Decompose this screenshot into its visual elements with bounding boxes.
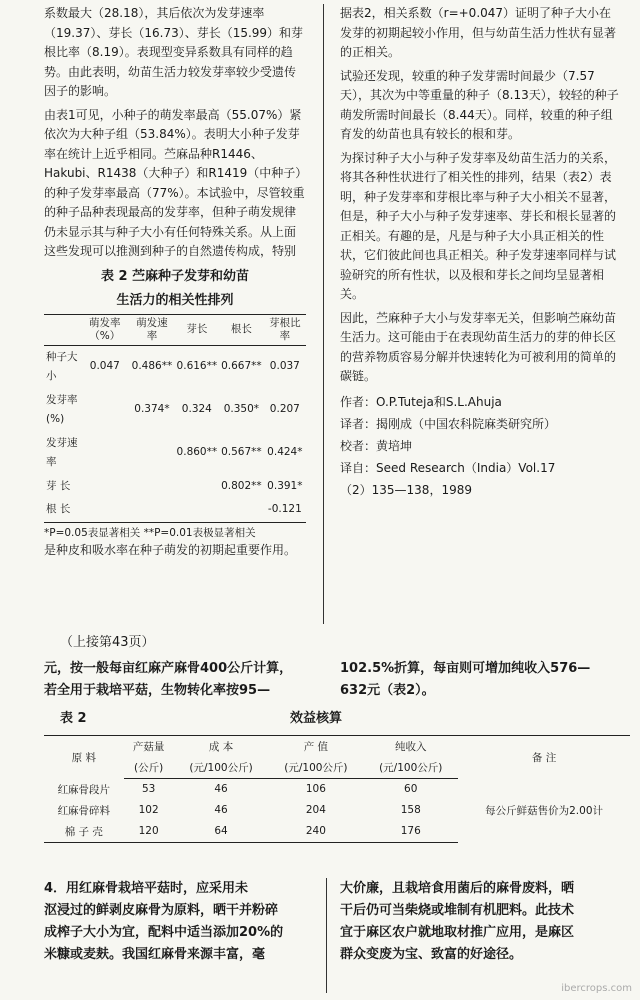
column-header: 纯收入 xyxy=(394,741,427,753)
table-cell: 发芽率(%) xyxy=(46,393,78,425)
table-cell xyxy=(175,498,220,522)
table-cell: 60 xyxy=(404,783,418,796)
table-cell xyxy=(175,475,220,499)
table-label: 表 2 xyxy=(60,711,87,726)
table-cell: 204 xyxy=(305,804,326,816)
table-cell: 0.391* xyxy=(267,479,303,492)
table-cell xyxy=(219,498,264,522)
text-line: 沤浸过的鲜剥皮麻骨为原料，晒干并粉碎 xyxy=(44,903,279,918)
text-line: 成榨子大小为宜，配料中适当添加20%的 xyxy=(44,925,284,940)
table-cell: 0.374* xyxy=(134,403,170,416)
text-line: 4．用红麻骨栽培平菇时，应采用未 xyxy=(44,881,249,896)
text-line: 102.5%折算，每亩则可增加纯收入576— xyxy=(340,661,591,676)
table-cell xyxy=(129,432,174,475)
table-cell: 0.424* xyxy=(267,446,303,459)
table-cell: 120 xyxy=(124,821,174,843)
unit-header: (元/100公斤) xyxy=(174,757,269,779)
text-line: 宜于麻区农户就地取材推广应用，是麻区 xyxy=(340,925,575,940)
table-cell: 红麻骨碎料 xyxy=(57,804,111,817)
left-column xyxy=(44,4,306,564)
table-cell: -0.121 xyxy=(267,503,302,515)
right-column xyxy=(340,4,620,501)
table-title: 表 2 苎麻种子发芽和幼苗 xyxy=(100,268,250,284)
column-header: 萌发速率 xyxy=(129,314,174,345)
table-row xyxy=(44,432,306,475)
text-line: 632元（表2）。 xyxy=(340,683,435,698)
table-cell: 0.037 xyxy=(269,360,300,373)
column-divider xyxy=(326,878,327,993)
column-header: 原 料 xyxy=(71,751,96,764)
table-cell xyxy=(80,389,129,432)
translator-line: 译者：揭刚成（中国农科院麻类研究所） xyxy=(340,416,557,431)
table-cell: 64 xyxy=(174,821,269,843)
table-row xyxy=(44,345,306,389)
column-divider xyxy=(323,4,324,624)
body-paragraph: 由表1可见，小种子的萌发率最高（55.07%）紧依次为大种子组（53.84%）。表明大小种子发芽率在统计上近乎相同。苎麻品种R1446、Hakubi、R1438（大种子）和R1419（中种子）的种子发芽率最高（77%）。本试验中，尽管较重的种子品种表现最高的发芽率，但种子萌发规律仍未显示其与种子大小有任何特殊关系。从上面这些发现可以推测到种子的自然遗传构成，特别 xyxy=(44,107,305,258)
continued-right xyxy=(340,658,630,702)
author-line: 作者：O.P.Tuteja和S.L.Ahuja xyxy=(340,394,502,409)
unit-header: (元/100公斤) xyxy=(268,757,363,779)
remark-cell: 每公斤鲜菇售价为2.00计 xyxy=(485,804,604,817)
watermark: ibercrops.com xyxy=(561,983,632,994)
table-cell: 种子大小 xyxy=(46,350,78,382)
column-header: 产 值 xyxy=(303,741,329,753)
table-note: *P=0.05表显著相关 **P=0.01表极显著相关 xyxy=(44,522,306,541)
table-cell: 46 xyxy=(214,783,228,796)
continued-label: （上接第43页） xyxy=(60,635,155,650)
table-cell: 158 xyxy=(400,804,421,816)
table-cell: 102 xyxy=(138,804,159,816)
body-paragraph: 为探讨种子大小与种子发芽率及幼苗生活力的关系，将其各种性状进行了相关性的排列，结果（表2）表明，种子发芽率和芽根比率与种子大小相关不显著，但是，种子大小与种子发芽速率、芽长和根长显著的正相关。有趣的是，凡是与种子大小具正相关的性状，它们彼此间也具正相关。种子发芽速率同样与试验研究的所有性状，以及根和芽长之间均呈显著相关。 xyxy=(340,150,617,301)
body-paragraph: 系数最大（28.18），其后依次为发芽速率（19.37）、芽长（16.73）、芽长（15.99）和芽根比率（8.19）。表现型变异系数具有同样的趋势。由此表明，幼苗生活力较发芽率较少受遗传因子的影响。 xyxy=(44,6,304,98)
benefit-table xyxy=(44,735,630,843)
table-cell: 0.616** xyxy=(176,360,218,373)
column-header: 萌发率（%） xyxy=(80,314,129,345)
bottom-right-text xyxy=(340,878,630,966)
table-cell: 红麻骨段片 xyxy=(57,783,111,796)
text-line: 元，按一般每亩红麻产麻骨400公斤计算， xyxy=(44,661,293,676)
table-cell xyxy=(80,432,129,475)
body-paragraph: 试验还发现，较重的种子发芽需时间最少（7.57天），其次为中等重量的种子（8.13天），较轻的种子萌发所需时间最长（8.44天）。同样，较重的种子组育发的幼苗也具有较长的根和芽。 xyxy=(340,68,619,141)
proofreader-line: 校者：黄培坤 xyxy=(340,438,413,453)
unit-header: (公斤) xyxy=(124,757,174,779)
column-header: 根长 xyxy=(219,314,264,345)
column-header: 芽长 xyxy=(175,314,220,345)
table-cell: 0.350* xyxy=(223,403,260,416)
table-subtitle: 生活力的相关性排列 xyxy=(116,292,234,308)
body-paragraph: 因此，苎麻种子大小与发芽率无关，但影响苎麻幼苗生活力。这可能由于在表现幼苗生活力的芽的伸长区的营养物质容易分解并快速转化为可被利用的简单的碳链。 xyxy=(340,310,617,383)
body-paragraph: 是种皮和吸水率在种子萌发的初期起重要作用。 xyxy=(44,542,297,557)
table-cell: 0.860** xyxy=(176,446,218,459)
text-line: 若全用于栽培平菇，生物转化率按95— xyxy=(44,683,271,698)
column-header: 芽根比率 xyxy=(264,314,306,345)
text-line: 干后仍可当柴烧或堆制有机肥料。此技术 xyxy=(340,903,575,918)
table-cell: 棉 子 壳 xyxy=(44,821,124,843)
bottom-left-text xyxy=(44,878,324,966)
table-cell: 240 xyxy=(268,821,363,843)
source-line: （2）135—138，1989 xyxy=(340,482,472,497)
correlation-table xyxy=(44,314,306,522)
table-cell xyxy=(80,475,129,499)
text-line: 群众变废为宝、致富的好途径。 xyxy=(340,947,523,962)
continued-left xyxy=(44,658,314,702)
table-cell: 0.567** xyxy=(221,446,262,459)
table-cell: 0.802** xyxy=(221,479,262,492)
text-line: 大价廉，且栽培食用菌后的麻骨废料，晒 xyxy=(340,881,575,896)
table-cell: 106 xyxy=(305,783,326,796)
table-cell: 176 xyxy=(363,821,458,843)
source-line: 译自：Seed Research（India）Vol.17 xyxy=(340,460,556,475)
column-header xyxy=(44,314,80,345)
table-cell: 0.667** xyxy=(221,360,262,373)
table-cell: 0.207 xyxy=(269,403,300,416)
table-title: 效益核算 xyxy=(290,711,343,726)
column-header: 备 注 xyxy=(531,751,557,764)
table-cell: 0.047 xyxy=(89,360,120,373)
text-line: 米糠或麦麸。我国红麻骨来源丰富，毫 xyxy=(44,947,266,962)
table-row xyxy=(44,498,306,522)
table-row xyxy=(44,779,630,800)
table-row xyxy=(44,389,306,432)
body-paragraph: 据表2，相关系数（r=+0.047）证明了种子大小在发芽的初期起较小作用，但与幼苗生活力性状有显著的正相关。 xyxy=(340,6,617,59)
table-cell: 46 xyxy=(214,804,228,816)
table-cell xyxy=(80,498,129,522)
column-header: 成 本 xyxy=(208,741,234,753)
table-cell: 53 xyxy=(141,783,156,796)
column-header: 产菇量 xyxy=(132,741,165,753)
table-cell: 发芽速率 xyxy=(46,436,78,468)
table-cell: 0.324 xyxy=(181,403,212,416)
table-row xyxy=(44,475,306,499)
table-cell: 芽 长 xyxy=(46,479,71,492)
table-cell: 根 长 xyxy=(46,503,71,515)
table-cell xyxy=(129,475,174,499)
table-cell xyxy=(129,498,174,522)
unit-header: (元/100公斤) xyxy=(363,757,458,779)
table-cell: 0.486** xyxy=(131,360,173,373)
